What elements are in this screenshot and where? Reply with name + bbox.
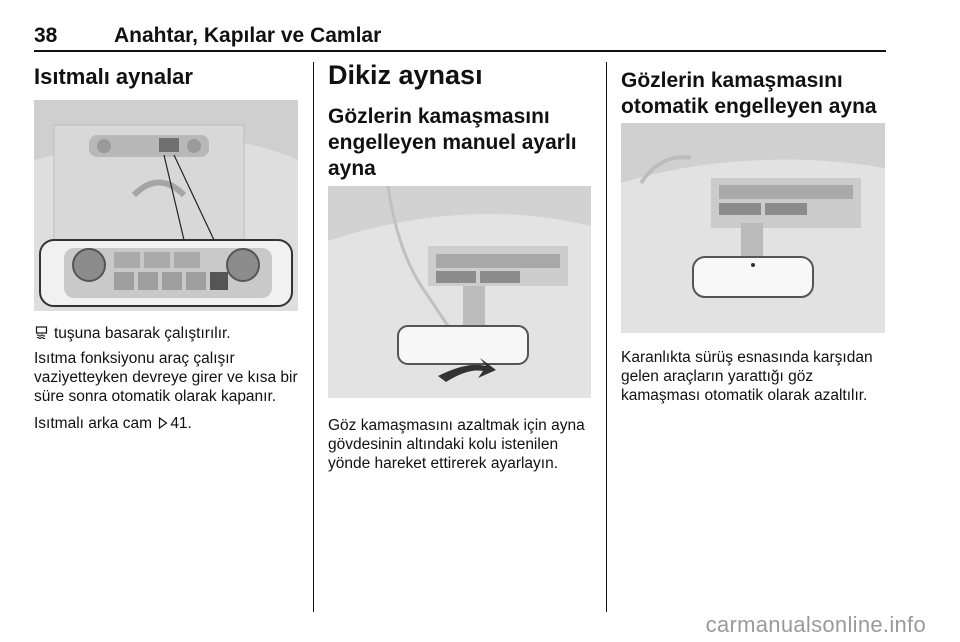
column-rearview-mirror: [328, 60, 593, 182]
subheading-manual-antiglare: Gözlerin kamaşmasını engelleyen manuel ayarlı ayna: [328, 105, 577, 180]
column-rearview-body: [328, 416, 593, 473]
manual-mirror-figure: [328, 186, 591, 398]
page-header: [34, 24, 886, 48]
page-reference-icon: [158, 417, 168, 429]
icon-instruction-line: [34, 324, 300, 343]
page-number: 38: [34, 24, 58, 47]
auto-dimming-paragraph: Karanlıkta sürüş esnasında karşıdan gelen araçların yarattığı göz kamaşması otomatik olarak azaltılır.: [621, 349, 873, 404]
section-heading-rearview-mirror: Dikiz aynası: [328, 60, 483, 90]
column-heated-mirrors-body: [34, 324, 300, 433]
column-auto-dimming-body: [621, 348, 886, 405]
rear-window-page: 41.: [170, 415, 192, 432]
icon-instruction-text: tuşuna basarak çalıştırılır.: [54, 325, 231, 342]
section-heading-auto-dimming: Gözlerin kamaşmasını otomatik engelleyen ayna: [621, 69, 877, 118]
auto-dimming-mirror-figure: [621, 123, 885, 333]
column-auto-dimming: [621, 68, 886, 120]
column-divider-2: [606, 62, 607, 612]
header-rule: [34, 50, 886, 52]
heated-mirror-button-icon: [34, 326, 49, 339]
section-heading-heated-mirrors: Isıtmalı aynalar: [34, 64, 193, 89]
column-divider-1: [313, 62, 314, 612]
center-console-figure: [34, 100, 298, 311]
column-heated-mirrors: [34, 64, 300, 90]
heated-mirrors-paragraph: Isıtma fonksiyonu araç çalışır vaziyetteyken devreye girer ve kısa bir süre sonra otomatik olarak kapanır.: [34, 350, 298, 405]
watermark: carmanualsonline.info: [705, 612, 926, 637]
chapter-title: Anahtar, Kapılar ve Camlar: [114, 24, 382, 47]
rear-window-reference: [34, 414, 300, 433]
rear-window-text: Isıtmalı arka cam: [34, 415, 152, 432]
manual-mirror-paragraph: Göz kamaşmasını azaltmak için ayna gövdesinin altındaki kolu istenilen yönde hareket ettirerek ayarlayın.: [328, 417, 585, 472]
